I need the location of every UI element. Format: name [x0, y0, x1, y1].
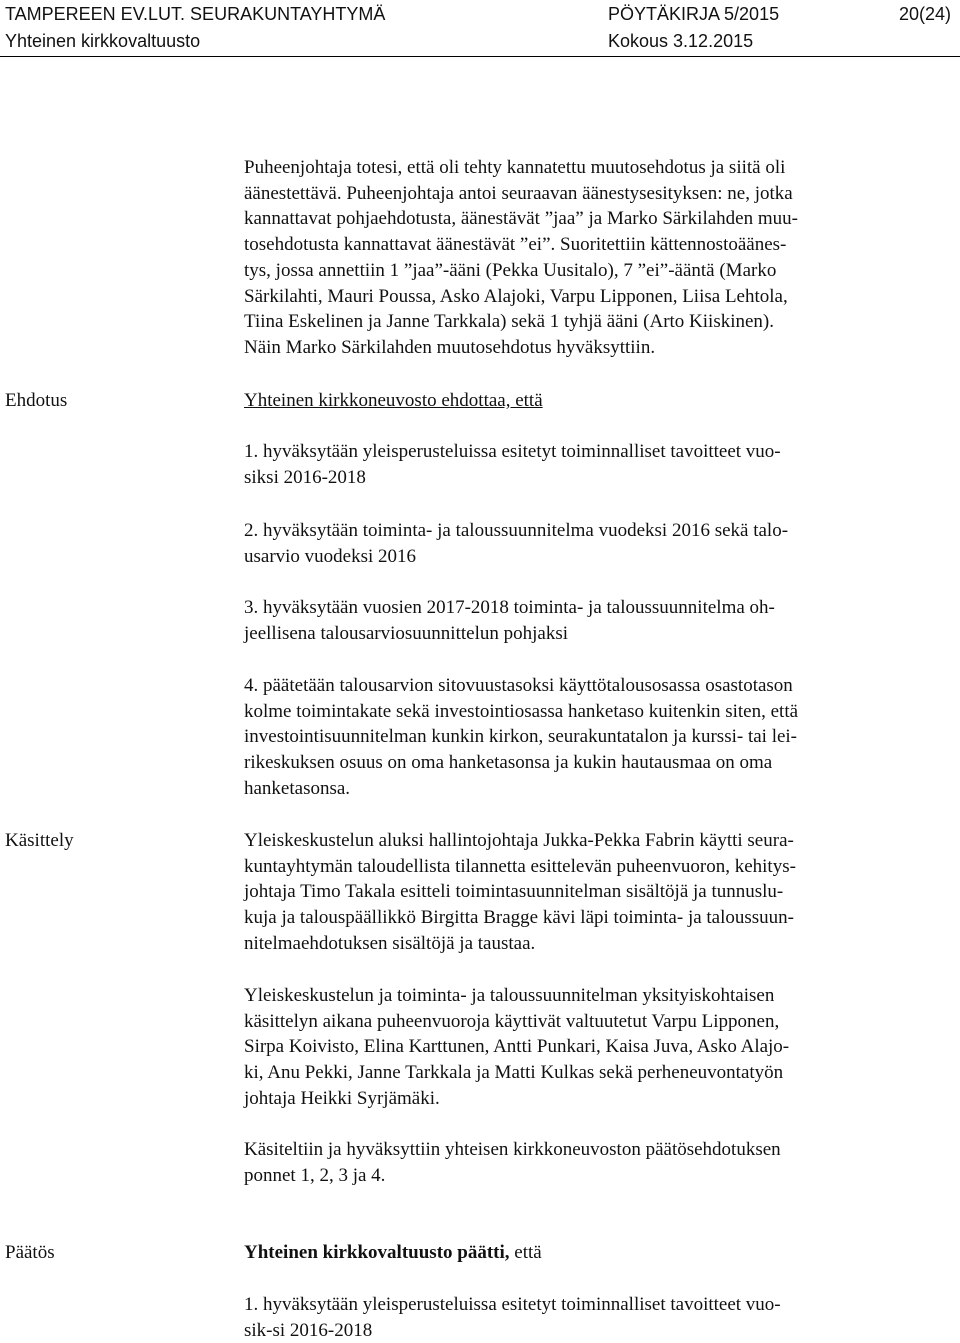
text-line: tys, jossa annettiin 1 ”jaa”-ääni (Pekka Uusitalo), 7 ”ei”-ääntä (Marko [244, 259, 777, 281]
header-doc: PÖYTÄKIRJA 5/2015 [608, 4, 780, 24]
text-line: 2. hyväksytään toiminta- ja taloussuunnitelma vuodeksi 2016 sekä talo- [244, 520, 789, 541]
text-line: siksi 2016-2018 [244, 466, 366, 488]
kasittely-paragraph-3 [244, 1137, 944, 1188]
text-line: ki, Anu Pekki, Janne Tarkkala ja Matti Kulkas sekä perheneuvontatyön [244, 1062, 784, 1084]
text-line: nitelmaehdotuksen sisältöjä ja taustaa. [244, 932, 536, 954]
text-line: Tiina Eskelinen ja Janne Tarkkala) sekä 1 tyhjä ääni (Arto Kiiskinen). [244, 311, 775, 333]
text-line: 3. hyväksytään vuosien 2017-2018 toiminta- ja taloussuunnitelma oh- [244, 597, 775, 618]
text-line: kuja ja talouspäällikkö Birgitta Bragge kävi läpi toiminta- ja taloussuun- [244, 907, 795, 929]
kasittely-paragraph-1 [244, 828, 944, 957]
kasittely-paragraph-2 [244, 983, 944, 1112]
text-line: 1. hyväksytään yleisperusteluissa esitetyt toiminnalliset tavoitteet vuo- [244, 441, 781, 462]
text-line: käsittelyn aikana puheenvuoroja käyttivät valtuutetut Varpu Lipponen, [244, 1010, 780, 1032]
ehdotus-item-2 [244, 518, 944, 569]
text-line: Näin Marko Särkilahden muutosehdotus hyväksyttiin. [244, 336, 656, 358]
text-line: Yleiskeskustelun aluksi hallintojohtaja Jukka-Pekka Fabrin käytti seura- [244, 830, 794, 851]
text-line: Särkilahti, Mauri Poussa, Asko Alajoki, Varpu Lipponen, Liisa Lehtola, [244, 285, 788, 307]
ehdotus-label: Ehdotus [5, 390, 68, 411]
page-header [0, 0, 960, 60]
text-line: äänestettävä. Puheenjohtaja antoi seuraavan äänestysesityksen: ne, jotka [244, 182, 793, 204]
paatos-label: Päätös [5, 1242, 55, 1263]
intro-paragraph [244, 155, 944, 361]
ehdotus-heading: Yhteinen kirkkoneuvosto ehdottaa, että [244, 390, 543, 411]
text-line: rikeskuksen osuus on oma hanketasonsa ja kukin hautausmaa on oma [244, 752, 773, 774]
text-line: ponnet 1, 2, 3 ja 4. [244, 1164, 386, 1186]
header-org: TAMPEREEN EV.LUT. SEURAKUNTAYHTYMÄ [5, 4, 386, 24]
text-line: investointisuunnitelman kunkin kirkon, seurakuntatalon ja kurssi- tai lei- [244, 726, 798, 748]
text-line: Käsiteltiin ja hyväksyttiin yhteisen kirkkoneuvoston päätösehdotuksen [244, 1139, 781, 1160]
paatos-heading-bold: Yhteinen kirkkovaltuusto päätti, [244, 1242, 510, 1263]
text-line: Puheenjohtaja totesi, että oli tehty kannatettu muutosehdotus ja siitä oli [244, 157, 786, 178]
text-line: Yleiskeskustelun ja toiminta- ja taloussuunnitelman yksityiskohtaisen [244, 985, 775, 1006]
ehdotus-item-3 [244, 595, 944, 646]
header-rule [0, 56, 960, 57]
text-line: kuntayhtymän taloudellista tilannetta esittelevän puheenvuoron, kehitys- [244, 855, 796, 877]
text-line: 1. hyväksytään yleisperusteluissa esitetyt toiminnalliset tavoitteet vuo- [244, 1294, 781, 1315]
text-line: jeellisena talousarviosuunnittelun pohjaksi [244, 622, 568, 644]
ehdotus-item-1 [244, 439, 944, 490]
text-line: hanketasonsa. [244, 777, 351, 799]
header-body: Yhteinen kirkkovaltuusto [5, 31, 201, 51]
text-line: johtaja Heikki Syrjämäki. [244, 1087, 440, 1109]
text-line: tosehdotusta kannattavat äänestävät ”ei”. Suoritettiin kättennostoäänes- [244, 234, 787, 256]
ehdotus-item-4 [244, 673, 944, 802]
text-line: usarvio vuodeksi 2016 [244, 545, 417, 567]
text-line: 4. päätetään talousarvion sitovuustasoksi käyttötalousosassa osastotason [244, 675, 793, 696]
text-line: johtaja Timo Takala esitteli toimintasuunnitelman sisältöjä ja tunnuslu- [244, 881, 784, 903]
header-meeting: Kokous 3.12.2015 [608, 31, 754, 51]
text-line: kannattavat pohjaehdotusta, äänestävät ”jaa” ja Marko Särkilahden muu- [244, 208, 798, 230]
text-line: sik-si 2016-2018 [244, 1319, 373, 1341]
kasittely-label: Käsittely [5, 830, 74, 851]
text-line: Sirpa Koivisto, Elina Karttunen, Antti Punkari, Kaisa Juva, Asko Alajo- [244, 1036, 790, 1058]
paatos-heading-rest: että [509, 1242, 542, 1263]
paatos-item-1 [244, 1292, 944, 1343]
paatos-heading [244, 1240, 944, 1266]
header-page-number: 20(24) [899, 4, 952, 24]
text-line: kolme toimintakate sekä investointiosassa hanketaso kuitenkin siten, että [244, 700, 799, 722]
